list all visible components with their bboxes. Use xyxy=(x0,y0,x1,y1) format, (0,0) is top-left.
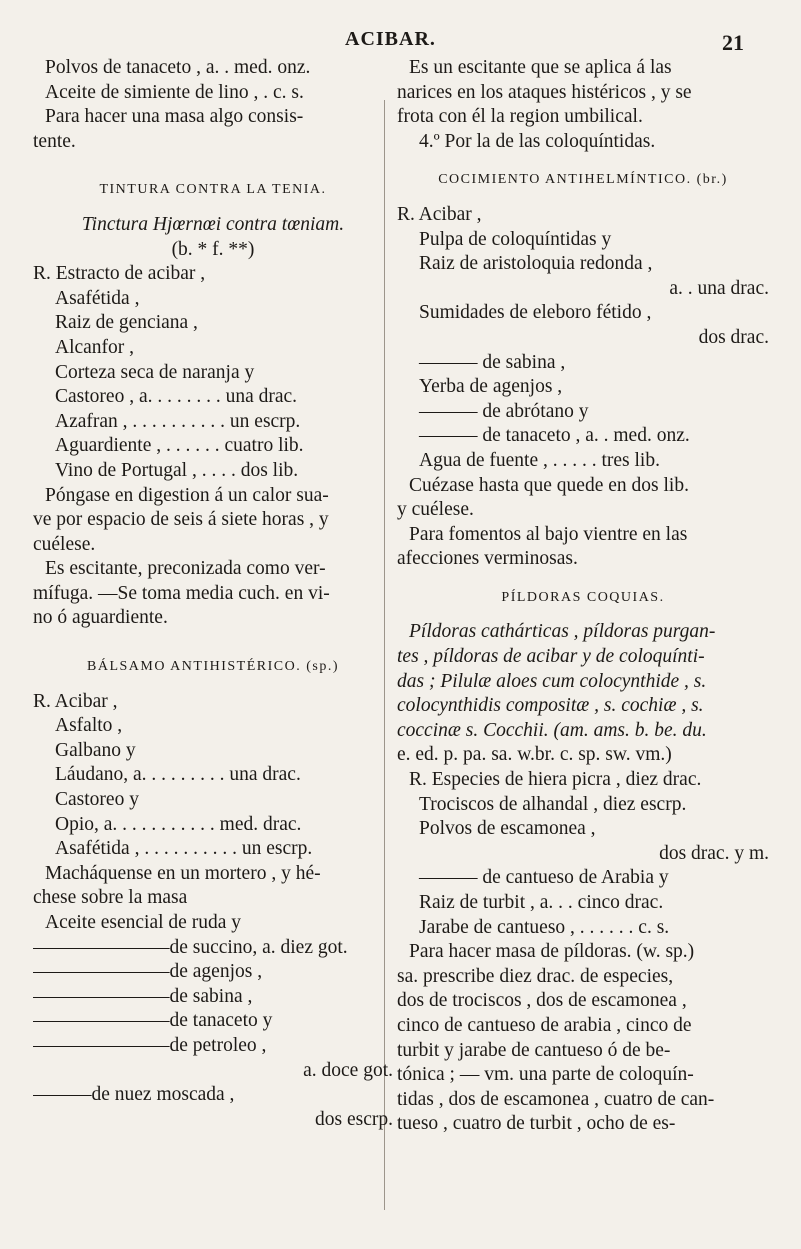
text-line: Aceite de simiente de lino , . c. s. xyxy=(45,81,304,103)
text-line: a. . una drac. xyxy=(669,277,769,299)
text-line: Es un escitante que se aplica á las xyxy=(409,57,672,78)
text-line: Raiz de genciana , xyxy=(55,312,198,334)
text-line: dos escrp. xyxy=(315,1108,393,1130)
text-line: R. Estracto de acibar , xyxy=(33,263,206,285)
text-line: cuélese. xyxy=(33,533,96,555)
text-line xyxy=(33,154,393,164)
text-line: Trociscos de alhandal , diez escrp. xyxy=(419,793,687,815)
text-line: ———de nuez moscada , xyxy=(33,1084,235,1106)
text-line: ———————de petroleo , xyxy=(33,1034,267,1056)
text-line: ——— de cantueso de Arabia y xyxy=(419,867,669,889)
text-line: Sumidades de eleboro fétido , xyxy=(419,302,652,324)
section-heading: BÁLSAMO ANTIHISTÉRICO. (sp.) xyxy=(87,659,339,675)
text-line: ———————de agenjos , xyxy=(33,961,263,983)
text-line: Asfalto , xyxy=(55,715,123,737)
section-heading: PÍLDORAS COQUIAS. xyxy=(501,589,665,605)
text-line: e. ed. p. pa. sa. w.br. c. sp. sw. vm.) xyxy=(397,744,672,766)
text-line: Para hacer masa de píldoras. (w. sp.) xyxy=(409,941,695,963)
text-line xyxy=(33,631,393,641)
text-line: dos drac. y m. xyxy=(659,842,769,864)
text-line: Azafran , . . . . . . . . . . un escrp. xyxy=(55,410,301,432)
text-line: R. Acibar , xyxy=(33,690,118,712)
text-line: Galbano y xyxy=(55,739,136,761)
text-line: Vino de Portugal , . . . . dos lib. xyxy=(55,459,299,481)
text-line: R. Especies de hiera picra , diez drac. xyxy=(409,769,702,791)
text-line: Para hacer una masa algo consis- xyxy=(45,106,304,128)
text-line: tónica ; — vm. una parte de coloquín- xyxy=(397,1064,694,1086)
text-line: Tinctura Hjœrnœi contra tœniam. xyxy=(81,213,345,235)
text-line: Aceite esencial de ruda y xyxy=(45,912,241,933)
text-line: y cuélese. xyxy=(397,499,474,521)
text-line: ———————de succino, a. diez got. xyxy=(33,936,348,958)
text-line: Raiz de aristoloquia redonda , xyxy=(419,253,653,275)
text-line: afecciones verminosas. xyxy=(397,548,578,570)
text-line: tente. xyxy=(33,130,76,152)
text-line: tueso , cuatro de turbit , ocho de es- xyxy=(397,1113,676,1135)
text-line: turbit y jarabe de cantueso ó de be- xyxy=(397,1039,671,1061)
text-line: ———————de tanaceto y xyxy=(33,1010,273,1032)
text-line: (b. * f. **) xyxy=(171,238,255,260)
text-line: Láudano, a. . . . . . . . . una drac. xyxy=(55,764,301,786)
text-line: Polvos de escamonea , xyxy=(419,818,596,840)
text-line: coccinæ s. Cocchii. (am. ams. b. be. du. xyxy=(397,719,707,741)
text-line: ve por espacio de seis á siete horas , y xyxy=(33,509,329,531)
text-line: Asafétida , . . . . . . . . . . un escrp. xyxy=(55,838,313,860)
text-line: Asafétida , xyxy=(55,287,140,309)
text-line: Agua de fuente , . . . . . tres lib. xyxy=(419,449,660,471)
text-line: das ; Pilulæ aloes cum colocynthide , s. xyxy=(397,670,707,692)
text-line: Yerba de agenjos , xyxy=(419,376,563,398)
text-line: Píldoras cathárticas , píldoras purgan- xyxy=(409,621,716,643)
text-line: Raiz de turbit , a. . . cinco drac. xyxy=(419,892,664,913)
text-line: Póngase en digestion á un calor sua- xyxy=(45,484,329,506)
text-line: colocynthidis compositæ , s. cochiæ , s. xyxy=(397,695,704,717)
text-line: Castoreo , a. . . . . . . . una drac. xyxy=(55,386,298,408)
right-column xyxy=(397,56,769,1137)
section-heading: TINTURA CONTRA LA TENIA. xyxy=(99,182,327,198)
text-line: R. Acibar , xyxy=(397,203,482,225)
text-line: narices en los ataques histéricos , y se xyxy=(397,81,692,103)
text-line: ——— de abrótano y xyxy=(419,400,589,422)
page-number: 21 xyxy=(722,30,744,55)
text-line: Cuézase hasta que quede en dos lib. xyxy=(409,474,689,496)
text-line: dos drac. xyxy=(698,326,769,348)
text-line: frota con él la region umbilical. xyxy=(397,106,643,128)
text-line: Aguardiente , . . . . . . cuatro lib. xyxy=(55,435,304,457)
left-column xyxy=(33,56,393,1132)
text-line: Pulpa de coloquíntidas y xyxy=(419,228,612,250)
text-line: Castoreo y xyxy=(55,789,139,811)
text-line: a. doce got. xyxy=(303,1059,393,1081)
text-line: tes , píldoras de acibar y de coloquínti- xyxy=(397,646,705,668)
text-line: chese sobre la masa xyxy=(33,887,188,909)
text-line: no ó aguardiente. xyxy=(33,607,168,629)
page-header xyxy=(0,28,801,58)
text-line: Opio, a. . . . . . . . . . . med. drac. xyxy=(55,813,302,835)
running-head: ACIBAR. xyxy=(345,28,436,50)
text-line: ——— de tanaceto , a. . med. onz. xyxy=(419,425,690,447)
text-line: Alcanfor , xyxy=(55,336,135,358)
text-line: 4.º Por la de las coloquíntidas. xyxy=(419,130,656,152)
text-line: sa. prescribe diez drac. de especies, xyxy=(397,965,674,987)
text-line: Jarabe de cantueso , . . . . . . c. s. xyxy=(419,916,670,938)
text-line: Macháquense en un mortero , y hé- xyxy=(45,862,321,884)
section-heading: COCIMIENTO ANTIHELMÍNTICO. (br.) xyxy=(438,172,728,188)
text-line: cinco de cantueso de arabia , cinco de xyxy=(397,1014,692,1036)
text-line: tidas , dos de escamonea , cuatro de can- xyxy=(397,1088,715,1110)
text-line: mífuga. —Se toma media cuch. en vi- xyxy=(33,582,330,604)
text-line: Para fomentos al bajo vientre en las xyxy=(409,523,688,545)
text-line: ——— de sabina , xyxy=(419,351,566,373)
text-line: ———————de sabina , xyxy=(33,985,253,1007)
text-line: Corteza seca de naranja y xyxy=(55,361,255,383)
text-line: dos de trociscos , dos de escamonea , xyxy=(397,990,687,1012)
text-line: Polvos de tanaceto , a. . med. onz. xyxy=(45,57,311,78)
text-line: Es escitante, preconizada como ver- xyxy=(45,558,326,580)
